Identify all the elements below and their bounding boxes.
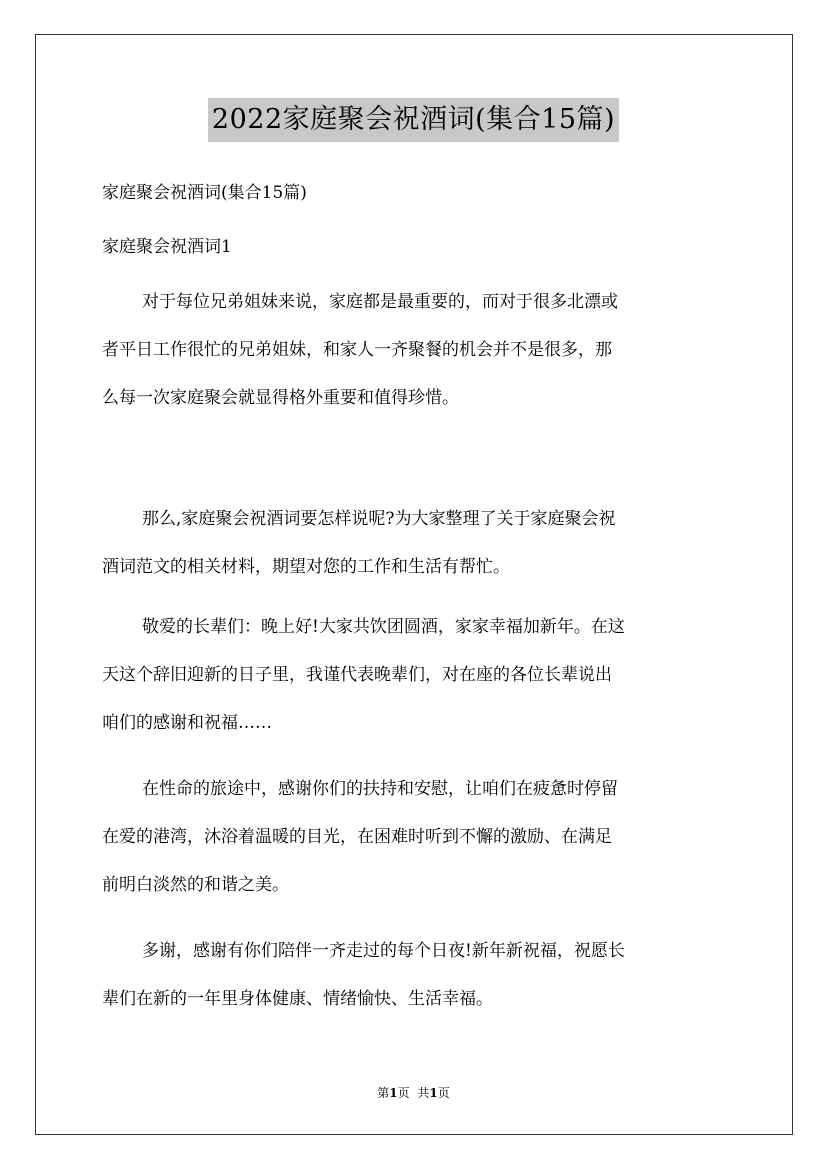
paragraph-line: 咱们的感谢和祝福……	[102, 713, 272, 733]
paragraph-2	[102, 508, 727, 604]
title-container	[0, 98, 827, 142]
paragraph-line: 那么,家庭聚会祝酒词要怎样说呢?为大家整理了关于家庭聚会祝	[142, 509, 616, 529]
paragraph-line: 敬爱的长辈们：晚上好!大家共饮团圆酒，家家幸福加新年。在这	[142, 617, 625, 637]
paragraph-line: 辈们在新的一年里身体健康、情绪愉快、生活幸福。	[102, 989, 493, 1009]
paragraph-line: 在爱的港湾，沐浴着温暖的目光，在困难时听到不懈的激励、在满足	[102, 827, 612, 847]
page-label-prefix: 第	[377, 1086, 390, 1100]
paragraph-5	[102, 940, 727, 1036]
total-label-suffix: 页	[437, 1086, 450, 1100]
paragraph-1	[102, 291, 727, 435]
page-number: 1	[389, 1086, 398, 1100]
paragraph-line: 前明白淡然的和谐之美。	[102, 875, 289, 895]
total-label-prefix: 共	[417, 1086, 430, 1100]
paragraph-line: 酒词范文的相关材料，期望对您的工作和生活有帮忙。	[102, 557, 510, 577]
paragraph-line: 者平日工作很忙的兄弟姐妹，和家人一齐聚餐的机会并不是很多，那	[102, 340, 612, 360]
paragraph-line: 在性命的旅途中，感谢你们的扶持和安慰，让咱们在疲惫时停留	[142, 779, 618, 799]
total-pages: 1	[429, 1086, 438, 1100]
paragraph-3	[102, 616, 727, 760]
paragraph-line: 对于每位兄弟姐妹来说，家庭都是最重要的，而对于很多北漂或	[142, 292, 618, 312]
section-heading: 家庭聚会祝酒词1	[102, 237, 232, 257]
page-footer	[0, 1085, 827, 1101]
document-title: 2022家庭聚会祝酒词(集合15篇)	[208, 98, 619, 142]
page-label-suffix: 页	[397, 1086, 410, 1100]
paragraph-line: 么每一次家庭聚会就显得格外重要和值得珍惜。	[102, 388, 459, 408]
paragraph-4	[102, 778, 727, 922]
paragraph-line: 多谢，感谢有你们陪伴一齐走过的每个日夜!新年新祝福，祝愿长	[142, 941, 625, 961]
paragraph-line: 天这个辞旧迎新的日子里，我谨代表晚辈们，对在座的各位长辈说出	[102, 665, 612, 685]
subtitle: 家庭聚会祝酒词(集合15篇)	[102, 183, 307, 203]
